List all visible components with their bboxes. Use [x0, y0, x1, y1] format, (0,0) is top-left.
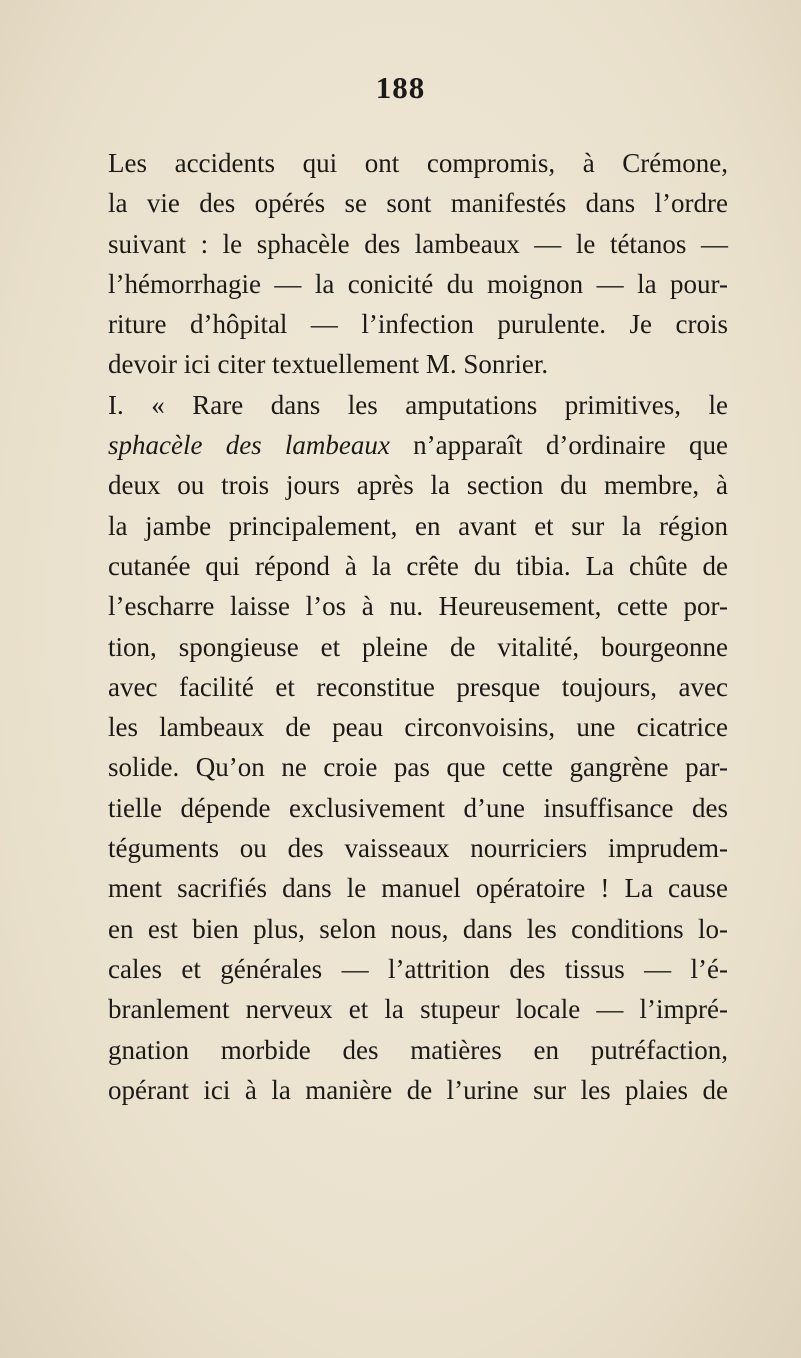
text-line: I. « Rare dans les amputations primitives, le — [108, 389, 728, 420]
text-line: la jambe principalement, en avant et sur la région — [108, 510, 728, 541]
text-line: tion, spongieuse et pleine de vitalité, bourgeonne — [108, 631, 728, 662]
text-line: téguments ou des vaisseaux nourriciers imprudem- — [108, 833, 728, 864]
text-line: avec facilité et reconstitue presque toujours, avec — [108, 671, 728, 702]
body-text — [108, 143, 728, 1110]
text-line: opérant ici à la manière de l’urine sur les plaies de — [108, 1074, 728, 1105]
text-line: solide. Qu’on ne croie pas que cette gangrène par- — [108, 752, 728, 783]
text-line-mixed — [108, 425, 728, 465]
italic-term: sphacèle des lambeaux — [108, 430, 390, 461]
text-line: cales et générales — l’attrition des tissus — l’é- — [108, 953, 728, 984]
text-line: l’escharre laisse l’os à nu. Heureusement, cette por- — [108, 591, 728, 622]
text-line: les lambeaux de peau circonvoisins, une cicatrice — [108, 712, 728, 743]
text-line: Les accidents qui ont compromis, à Crémone, — [108, 148, 728, 178]
text-line: gnation morbide des matières en putréfaction, — [108, 1034, 728, 1065]
text-line: en est bien plus, selon nous, dans les conditions lo- — [108, 913, 728, 944]
text-line: devoir ici citer textuellement M. Sonrier. — [108, 349, 549, 380]
text-line: deux ou trois jours après la section du membre, à — [108, 470, 728, 501]
text-line: la vie des opérés se sont manifestés dans l’ordre — [108, 188, 728, 219]
text-line: cutanée qui répond à la crête du tibia. La chûte de — [108, 550, 728, 581]
page-number: 188 — [375, 70, 426, 105]
text-line: riture d’hôpital — l’infection purulente. Je crois — [108, 309, 728, 340]
text-line: branlement nerveux et la stupeur locale — l’impré- — [108, 994, 728, 1025]
paragraph-2 — [108, 385, 728, 1110]
paragraph-1 — [108, 143, 728, 385]
text-line: ment sacrifiés dans le manuel opératoire ! La cause — [108, 873, 728, 904]
text-line: suivant : le sphacèle des lambeaux — le tétanos — — [108, 228, 728, 259]
text-line: tielle dépende exclusivement d’une insuffisance des — [108, 792, 728, 823]
text-span: n’apparaît d’ordinaire que — [389, 430, 728, 461]
text-line: l’hémorrhagie — la conicité du moignon — la pour- — [108, 268, 728, 299]
